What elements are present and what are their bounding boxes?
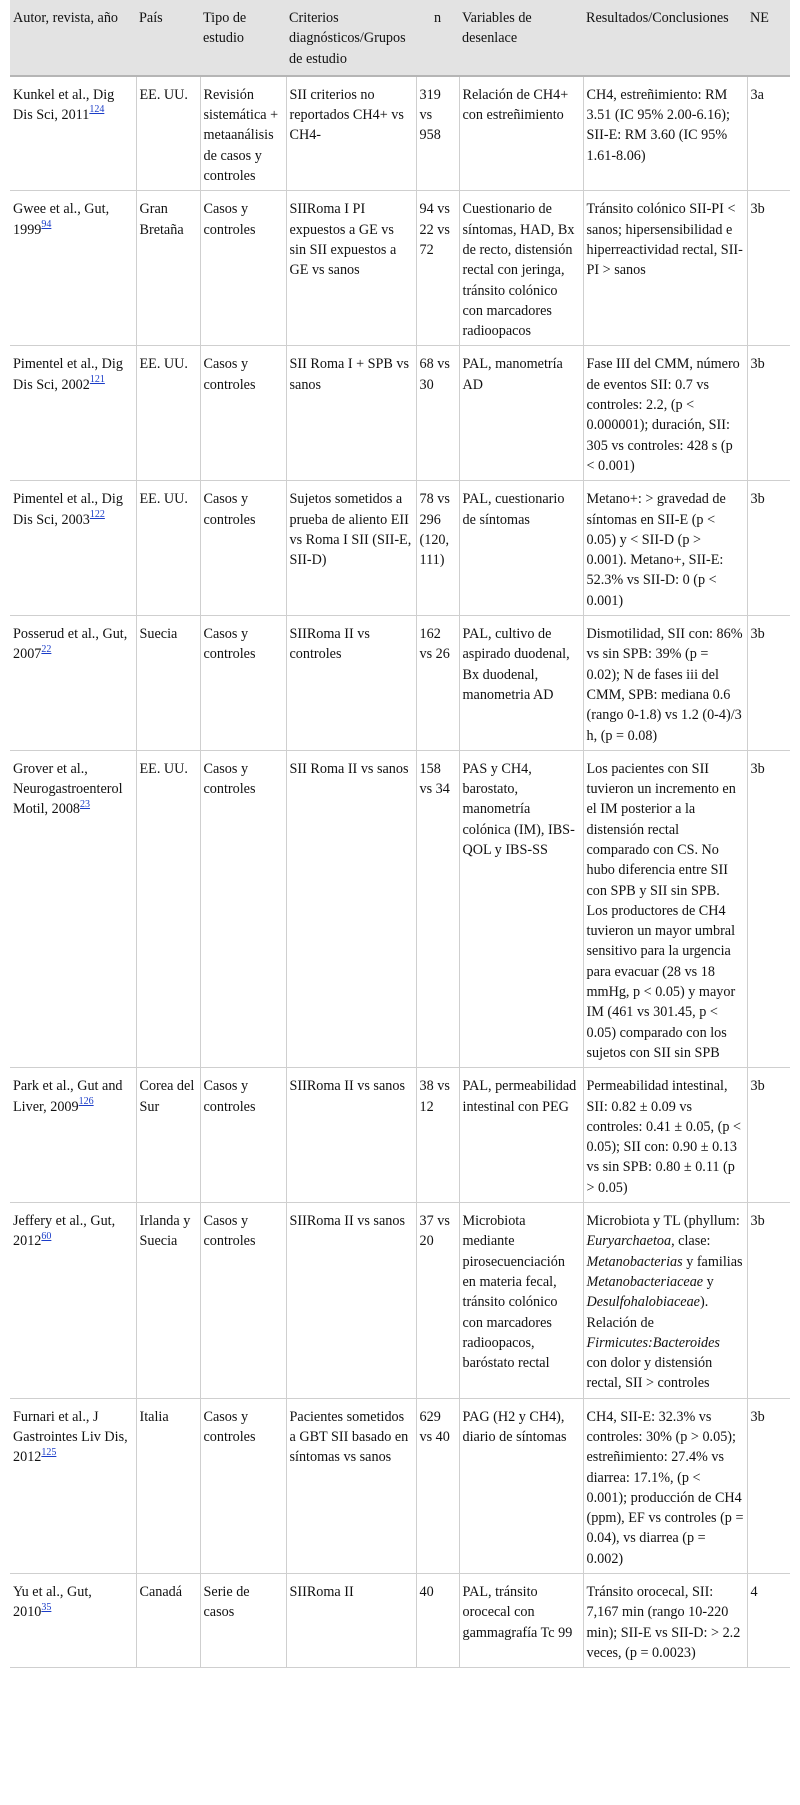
cell-author [10, 191, 136, 346]
cell-author [10, 1574, 136, 1668]
table-row [10, 1574, 790, 1668]
table-row [10, 1203, 790, 1399]
cell-variables: PAL, cuestionario de síntomas [459, 481, 583, 616]
author-text: Park et al., Gut and Liver, 2009 [13, 1078, 123, 1115]
cell-variables: PAG (H2 y CH4), diario de síntomas [459, 1398, 583, 1573]
cell-results [583, 1574, 747, 1668]
author-text: Pimentel et al., Dig Dis Sci, 2002 [13, 356, 123, 393]
cell-country: EE. UU. [136, 481, 200, 616]
reference-sup [41, 644, 51, 655]
results-italic-text: Desulfohalobiaceae [586, 1294, 700, 1311]
cell-variables: Microbiota mediante pirosecuenciación en materia fecal, tránsito colónico con marcadores radioopacos, baróstato rectal [459, 1203, 583, 1399]
cell-study-type: Casos y controles [200, 1068, 286, 1203]
cell-country: EE. UU. [136, 76, 200, 191]
cell-ne: 3b [747, 346, 790, 481]
cell-ne: 3b [747, 191, 790, 346]
cell-study-type: Casos y controles [200, 1398, 286, 1573]
header-criteria: Criterios diagnósticos/Grupos de estudio [286, 0, 416, 76]
reference-sup [41, 1231, 51, 1242]
author-text: Jeffery et al., Gut, 2012 [13, 1213, 116, 1250]
cell-results [583, 616, 747, 751]
table-row [10, 481, 790, 616]
cell-n: 162 vs 26 [416, 616, 459, 751]
table-row [10, 76, 790, 191]
cell-criteria: SIIRoma II vs controles [286, 616, 416, 751]
cell-results [583, 1203, 747, 1399]
cell-author [10, 481, 136, 616]
header-results: Resultados/Conclusiones [583, 0, 747, 76]
results-text: con dolor y distensión rectal, SII > controles [586, 1355, 713, 1392]
cell-country: EE. UU. [136, 346, 200, 481]
cell-results [583, 481, 747, 616]
cell-variables: Cuestionario de síntomas, HAD, Bx de recto, distensión rectal con jeringa, tránsito colónico con marcadores radioopacos [459, 191, 583, 346]
cell-study-type: Casos y controles [200, 346, 286, 481]
cell-ne: 3b [747, 1068, 790, 1203]
cell-author [10, 750, 136, 1067]
cell-ne: 3b [747, 750, 790, 1067]
reference-sup [79, 1096, 94, 1107]
author-text: Furnari et al., J Gastrointes Liv Dis, 2012 [13, 1408, 128, 1466]
cell-study-type: Casos y controles [200, 191, 286, 346]
cell-study-type: Casos y controles [200, 616, 286, 751]
reference-sup [41, 1602, 51, 1613]
cell-variables: PAL, cultivo de aspirado duodenal, Bx duodenal, manometria AD [459, 616, 583, 751]
cell-ne: 3b [747, 481, 790, 616]
cell-n: 158 vs 34 [416, 750, 459, 1067]
header-country: País [136, 0, 200, 76]
results-text: ). Relación de [586, 1294, 709, 1331]
reference-link[interactable]: 35 [41, 1601, 52, 1613]
cell-criteria: Sujetos sometidos a prueba de aliento EII vs Roma I SII (SII-E, SII-D) [286, 481, 416, 616]
cell-variables: PAL, permeabilidad intestinal con PEG [459, 1068, 583, 1203]
reference-link[interactable]: 125 [41, 1446, 57, 1458]
cell-ne: 3b [747, 1398, 790, 1573]
cell-n: 37 vs 20 [416, 1203, 459, 1399]
cell-n: 38 vs 12 [416, 1068, 459, 1203]
cell-country: Canadá [136, 1574, 200, 1668]
reference-sup [80, 799, 90, 810]
results-text: Metano+: > gravedad de síntomas en SII-E (p < 0.05) y < SII-D (p > 0.001). Metano+, SII-E: 52.3% vs SII-D: 0 (p < 0.001) [586, 491, 726, 609]
cell-study-type: Casos y controles [200, 1203, 286, 1399]
reference-link[interactable]: 126 [78, 1095, 94, 1107]
cell-country: Italia [136, 1398, 200, 1573]
header-ne: NE [747, 0, 790, 76]
cell-ne: 3b [747, 1203, 790, 1399]
table-body [10, 76, 790, 1668]
cell-author [10, 1398, 136, 1573]
cell-variables: PAL, manometría AD [459, 346, 583, 481]
cell-author [10, 616, 136, 751]
reference-link[interactable]: 23 [80, 798, 91, 810]
reference-link[interactable]: 122 [89, 508, 105, 520]
author-text: Pimentel et al., Dig Dis Sci, 2003 [13, 491, 123, 528]
table-row [10, 750, 790, 1067]
results-text: CH4, estreñimiento: RM 3.51 (IC 95% 2.00-6.16); SII-E: RM 3.60 (IC 95% 1.61-8.06) [586, 86, 730, 164]
cell-study-type: Serie de casos [200, 1574, 286, 1668]
reference-sup [90, 374, 105, 385]
cell-author [10, 346, 136, 481]
results-text: Tránsito orocecal, SII: 7,167 min (rango 10-220 min); SII-E vs SII-D: > 2.2 veces, (p = 0.0023) [586, 1584, 741, 1661]
reference-link[interactable]: 60 [41, 1230, 52, 1242]
cell-criteria: SII Roma I + SPB vs sanos [286, 346, 416, 481]
cell-n: 40 [416, 1574, 459, 1668]
reference-sup [41, 219, 51, 230]
table-row [10, 1398, 790, 1573]
cell-n: 78 vs 296 (120, 111) [416, 481, 459, 616]
results-italic-text: Metanobacteriaceae [586, 1273, 704, 1290]
cell-ne: 3a [747, 76, 790, 191]
cell-n: 629 vs 40 [416, 1398, 459, 1573]
cell-n: 94 vs 22 vs 72 [416, 191, 459, 346]
table-row [10, 191, 790, 346]
results-text: Los pacientes con SII tuvieron un incremento en el IM posterior a la distensión rectal comparado con CS. No hubo diferencia entre SII con SPB y SII sin SPB. Los productores de CH4 tuvieron un mayor umbral sensitivo para la urgencia para evacuar (28 vs 18 mmHg, p < 0.05) y mayor IM (461 vs 301.45, p < 0.05) comparado con los sujetos con SII sin SPB [586, 760, 736, 1061]
cell-results [583, 1068, 747, 1203]
results-italic-text: Firmicutes:Bacteroides [586, 1334, 720, 1351]
cell-criteria: SIIRoma II vs sanos [286, 1203, 416, 1399]
cell-criteria: SIIRoma II [286, 1574, 416, 1668]
cell-country: Gran Bretaña [136, 191, 200, 346]
cell-results [583, 76, 747, 191]
cell-country: EE. UU. [136, 750, 200, 1067]
cell-criteria: Pacientes sometidos a GBT SII basado en síntomas vs sanos [286, 1398, 416, 1573]
results-italic-text: Metanobacterias [586, 1253, 683, 1270]
table-row [10, 346, 790, 481]
reference-link[interactable]: 124 [89, 104, 105, 116]
reference-sup [41, 1447, 56, 1458]
reference-link[interactable]: 121 [89, 374, 105, 386]
cell-criteria: SIIRoma I PI expuestos a GE vs sin SII expuestos a GE vs sanos [286, 191, 416, 346]
header-n: n [416, 0, 459, 76]
cell-ne: 4 [747, 1574, 790, 1668]
cell-country: Corea del Sur [136, 1068, 200, 1203]
author-text: Gwee et al., Gut, 1999 [13, 201, 110, 238]
results-text: Fase III del CMM, número de eventos SII: 0.7 vs controles: 2.2, (p < 0.000001); duración, SII: 305 vs controles: 428 s (p < 0.001) [586, 356, 740, 474]
cell-author [10, 1068, 136, 1203]
cell-ne: 3b [747, 616, 790, 751]
cell-country: Suecia [136, 616, 200, 751]
author-text: Kunkel et al., Dig Dis Sci, 2011 [13, 86, 115, 124]
results-italic-text: Euryarchaetoa [586, 1233, 672, 1250]
header-row [10, 0, 790, 76]
cell-study-type: Casos y controles [200, 481, 286, 616]
header-author: Autor, revista, año [10, 0, 136, 76]
reference-sup [89, 104, 104, 115]
results-text: y [703, 1273, 714, 1290]
cell-author [10, 1203, 136, 1399]
cell-country: Irlanda y Suecia [136, 1203, 200, 1399]
cell-criteria: SII criterios no reportados CH4+ vs CH4- [286, 76, 416, 191]
author-text: Grover et al., Neurogastroenterol Motil, 2008 [13, 760, 123, 818]
results-text: Tránsito colónico SII-PI < sanos; hipersensibilidad e hiperreactividad rectal, SII-PI > sanos [586, 201, 743, 279]
cell-results [583, 191, 747, 346]
table-container [10, 0, 790, 1668]
table-row [10, 1068, 790, 1203]
reference-sup [90, 509, 105, 520]
cell-results [583, 346, 747, 481]
results-text: Permeabilidad intestinal, SII: 0.82 ± 0.09 vs controles: 0.41 ± 0.05, (p < 0.05); SII con: 0.90 ± 0.13 vs sin SPB: 0.80 ± 0.11 (p > 0.05) [586, 1078, 741, 1196]
results-text: , clase: [671, 1233, 711, 1250]
table-row [10, 616, 790, 751]
author-text: Yu et al., Gut, 2010 [13, 1584, 92, 1621]
cell-study-type: Revisión sistemática + metaanálisis de casos y controles [200, 76, 286, 191]
cell-results [583, 1398, 747, 1573]
table-header [10, 0, 790, 76]
results-text: y familias [682, 1253, 743, 1270]
cell-variables: Relación de CH4+ con estreñimiento [459, 76, 583, 191]
cell-n: 319 vs 958 [416, 76, 459, 191]
results-text: Dismotilidad, SII con: 86% vs sin SPB: 39% (p = 0.02); N de fases iii del CMM, SPB: mediana 0.6 (rango 0-1.8) vs 1.2 (0-4)/3 h, (p = 0.08) [586, 626, 743, 744]
author-text: Posserud et al., Gut, 2007 [13, 626, 128, 663]
cell-variables: PAS y CH4, barostato, manometría colónica (IM), IBS-QOL y IBS-SS [459, 750, 583, 1067]
cell-author [10, 76, 136, 191]
cell-study-type: Casos y controles [200, 750, 286, 1067]
results-text: Microbiota y TL (phyllum: [586, 1213, 740, 1230]
results-text: CH4, SII-E: 32.3% vs controles: 30% (p > 0.05); estreñimiento: 27.4% vs diarrea: 17.1%, (p < 0.001); producción de CH4 (ppm), EF vs controles (p = 0.04), vs diarrea (p = 0.002) [586, 1408, 744, 1567]
cell-criteria: SII Roma II vs sanos [286, 750, 416, 1067]
cell-n: 68 vs 30 [416, 346, 459, 481]
reference-link[interactable]: 94 [41, 218, 52, 230]
cell-variables: PAL, tránsito orocecal con gammagrafía Tc 99 [459, 1574, 583, 1668]
studies-table [10, 0, 790, 1668]
reference-link[interactable]: 22 [41, 643, 52, 655]
cell-results [583, 750, 747, 1067]
header-variables: Variables de desenlace [459, 0, 583, 76]
header-study-type: Tipo de estudio [200, 0, 286, 76]
cell-criteria: SIIRoma II vs sanos [286, 1068, 416, 1203]
